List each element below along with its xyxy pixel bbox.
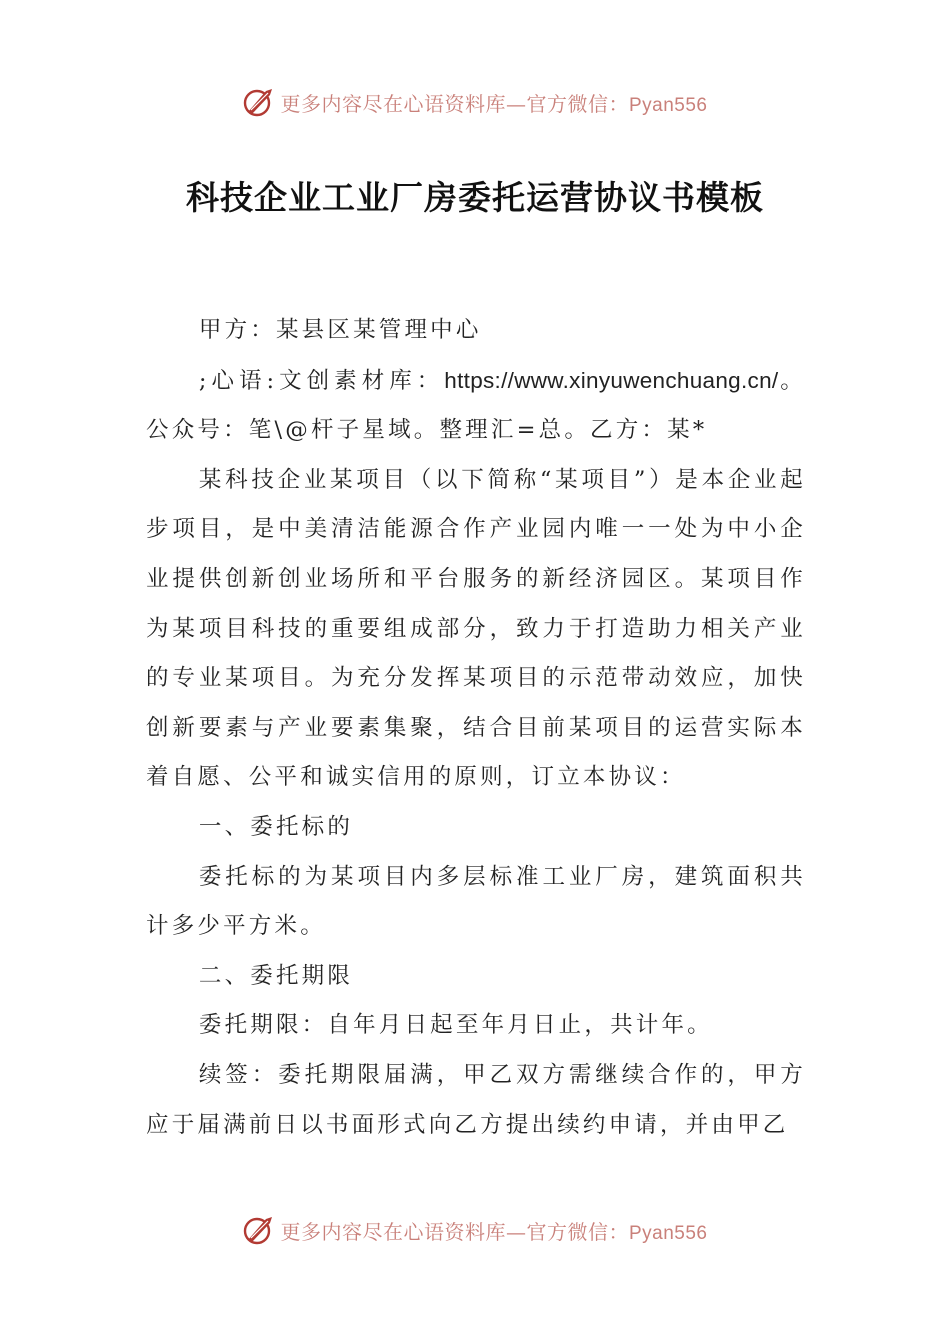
source-url: https://www.xinyuwenchuang.cn/	[444, 367, 779, 393]
quill-pen-logo-icon	[242, 1213, 276, 1247]
intro-paragraph: 某科技企业某项目（以下简称“某项目”）是本企业起步项目，是中美清洁能源合作产业园内唯一一处为中小企业提供创新创业场所和平台服务的新经济园区。某项目作为某项目科技的重要组成部分，致力于打造助力相关产业的专业某项目。为充分发挥某项目的示范带动效应，加快创新要素与产业要素集聚，结合目前某项目的运营实际本着自愿、公平和诚实信用的原则，订立本协议：	[146, 466, 806, 791]
section-2-term-paragraph: 委托期限：自年月日起至年月日止，共计年。	[198, 1012, 713, 1039]
footer-banner	[0, 1210, 950, 1250]
document-body	[146, 306, 806, 1150]
source-paragraph	[146, 356, 806, 456]
party-a-line: 甲方：某县区某管理中心	[198, 317, 482, 343]
source-prefix: ;心语:文创素材库：	[198, 367, 445, 394]
quill-pen-logo-icon	[242, 85, 276, 119]
section-2-renewal-paragraph: 续签：委托期限届满，甲乙双方需继续合作的，甲方应于届满前日以书面形式向乙方提出续约申请，并由甲乙	[146, 1061, 806, 1138]
header-banner	[0, 82, 950, 122]
document-title: 科技企业工业厂房委托运营协议书模板	[186, 178, 764, 217]
header-banner-text: 更多内容尽在心语资料库—官方微信：Pyan556	[280, 91, 708, 116]
footer-banner-text: 更多内容尽在心语资料库—官方微信：Pyan556	[280, 1219, 708, 1244]
source-suffix: 。公众号：笔\@杆子星域。整理汇=总。乙方：某*	[146, 367, 806, 444]
section-1-paragraph: 委托标的为某项目内多层标准工业厂房，建筑面积共计多少平方米。	[146, 863, 806, 940]
section-2-heading: 二、委托期限	[198, 962, 354, 989]
header-wechat-id: Pyan556	[628, 94, 708, 116]
section-1-heading: 一、委托标的	[198, 813, 354, 840]
footer-wechat-id: Pyan556	[628, 1222, 708, 1244]
